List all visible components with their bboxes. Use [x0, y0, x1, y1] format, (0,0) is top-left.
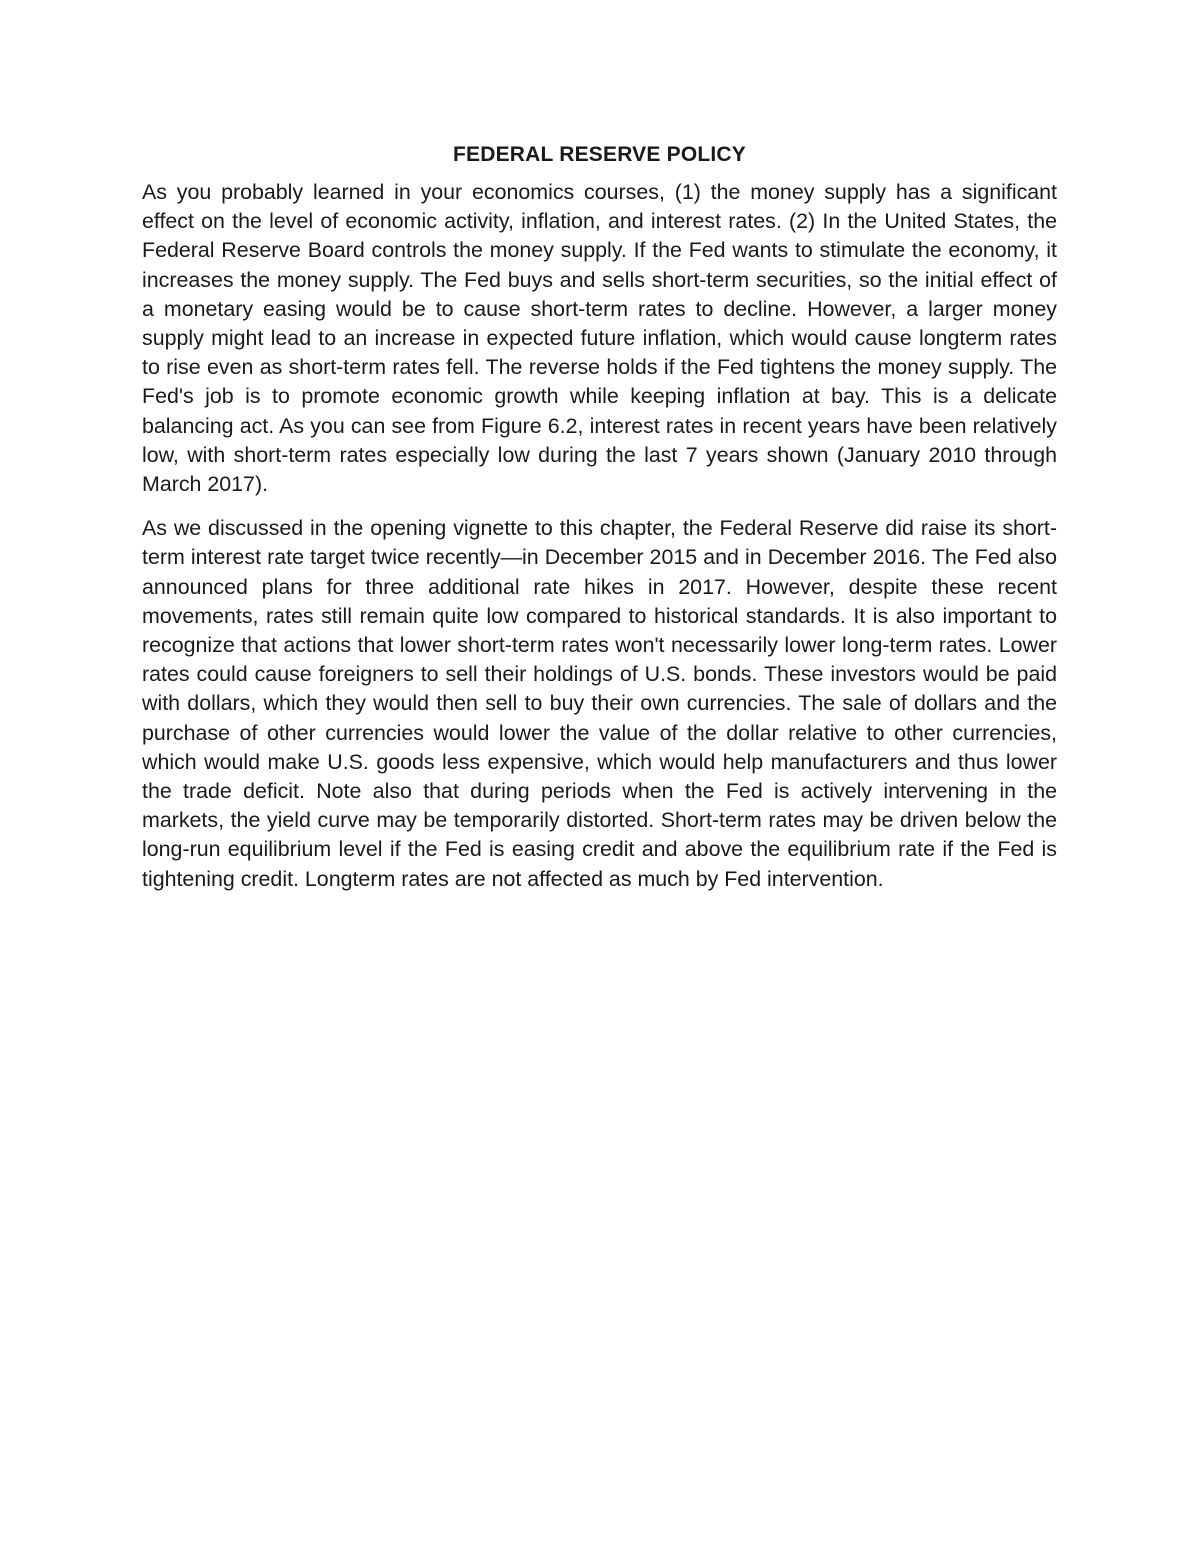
paragraph-2: As we discussed in the opening vignette to this chapter, the Federal Reserve did raise its short-term interest rate target twice recently—in December 2015 and in December 2016. The Fed also announced plans for three additional rate hikes in 2017. However, despite these recent movements, rates still remain quite low compared to historical standards. It is also important to recognize that actions that lower short-term rates won't necessarily lower long-term rates. Lower rates could cause foreigners to sell their holdings of U.S. bonds. These investors would be paid with dollars, which they would then sell to buy their own currencies. The sale of dollars and the purchase of other currencies would lower the value of the dollar relative to other currencies, which would make U.S. goods less expensive, which would help manufacturers and thus lower the trade deficit. Note also that during periods when the Fed is actively intervening in the markets, the yield curve may be temporarily distorted. Short-term rates may be driven below the long-run equilibrium level if the Fed is easing credit and above the equilibrium rate if the Fed is tightening credit. Longterm rates are not affected as much by Fed intervention. [142, 516, 1057, 891]
document-body [142, 140, 1057, 894]
paragraph-1: As you probably learned in your economics courses, (1) the money supply has a significant effect on the level of economic activity, inflation, and interest rates. (2) In the United States, the Federal Reserve Board controls the money supply. If the Fed wants to stimulate the economy, it increases the money supply. The Fed buys and sells short-term securities, so the initial effect of a monetary easing would be to cause short-term rates to decline. However, a larger money supply might lead to an increase in expected future inflation, which would cause longterm rates to rise even as short-term rates fell. The reverse holds if the Fed tightens the money supply. The Fed's job is to promote economic growth while keeping inflation at bay. This is a delicate balancing act. As you can see from Figure 6.2, interest rates in recent years have been relatively low, with short-term rates especially low during the last 7 years shown (January 2010 through March 2017). [142, 180, 1057, 497]
document-title: FEDERAL RESERVE POLICY [452, 143, 747, 166]
